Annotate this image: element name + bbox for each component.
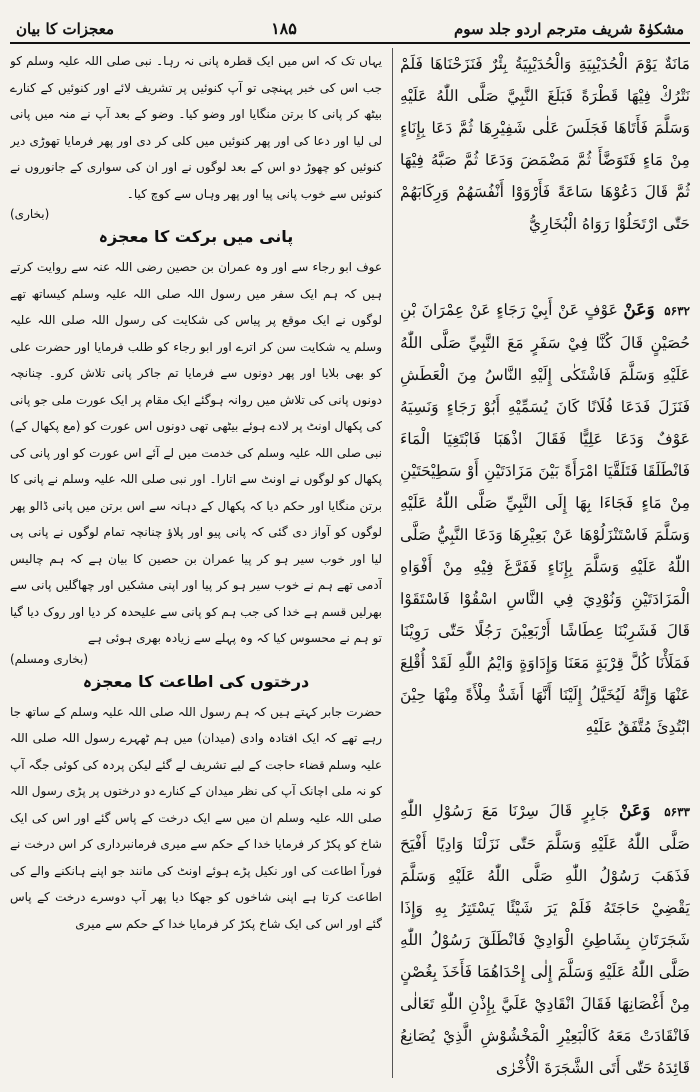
source-reference: (بخاری ومسلم)	[10, 651, 88, 666]
hadith-text: جَابِرٍ قَالَ سِرْنَا مَعَ رَسُوْلِ اللّٰهِ صَلَّى اللّٰهُ عَلَيْهِ وَسَلَّمَ حَتّٰى نَزَلْنَا وَادِيًا أَفْيَحَ فَذَهَبَ رَسُوْلُ اللّٰهِ صَلَّى اللّٰهُ عَلَيْهِ وَسَلَّمَ يَقْضِيْ حَاجَتَهُ فَلَمْ يَرَ شَيْئًا يَسْتَتِرُ بِهِ وَإِذَا شَجَرَتَانِ بِشَاطِئِ الْوَادِيْ فَانْطَلَقَ رَسُوْلُ اللّٰهِ صَلَّى اللّٰهُ عَلَيْهِ وَسَلَّمَ إِلٰى إِحْدَاهُمَا فَأَخَذَ بِغُصْنٍ مِنْ أَغْصَانِهَا فَقَالَ انْقَادِيْ عَلَيَّ بِإِذْنِ اللّٰهِ تَعَالٰى فَانْقَادَتْ مَعَهُ كَالْبَعِيْرِ الْمَخْشُوْشِ الَّذِيْ يُصَانِعُ قَائِدَهُ حَتّٰى أَتَى الشَّجَرَةَ الْأُخْرٰى	[400, 802, 690, 1077]
source-reference: (بخاری)	[10, 207, 50, 221]
hadith-number: ۵۶۳۳	[664, 805, 690, 819]
urdu-translation-5633: حضرت جابر کہتے ہیں کہ ہم رسول اللہ صلی اللہ علیہ وسلم کے ساتھ جا رہے تھے کہ ایک افتادہ وادی (میدان) میں ہم ٹھہرے رسول اللہ صلی اللہ علیہ وسلم قضاء حاجت کے لیے تشریف لے گئے لیکن پردہ کی کوئی جگہ آپ کو نہ ملی اچانک آپ کی نظر میدان کے کنارے دو درختوں پر پڑی رسول اللہ صلی اللہ علیہ وسلم ان میں سے ایک درخت کے پاس گئے اور اس کی ایک شاخ کو پکڑ کر فرمایا خدا کے حکم سے میری فرمانبرداری کر اس درخت نے فوراً اطاعت کی اور نکیل پڑے ہوئے اونٹ کی مانند جو اپنے ہانکنے والے کی اطاعت کرتا ہے اپنی شاخوں کو جھکا دیا پھر آپ دوسرے درخت کے پاس گئے اور اس کی ایک شاخ پکڑ کر فرمایا خدا کے حکم سے میری	[10, 704, 382, 931]
urdu-translation-continuation: یہاں تک کہ اس میں ایک قطرہ پانی نہ رہا۔ نبی صلی اللہ علیہ وسلم کو جب اس کی خبر پہنچی تو آپ کنوئیں پر تشریف لائے اور کنوئیں کے کنارے بیٹھ کر پانی کا برتن منگایا اور وضو کیا۔ وضو کے بعد آپ نے منہ میں پانی لی لیا اور دعا کی اور پھر کنوئیں میں کلی کر دی اور پھر فرمایا تھوڑی دیر کنوئیں کو چھوڑ دو اس کے بعد لوگوں نے اور ان کی سواری کے جانوروں نے کنوئیں سے خوب پانی پیا اور پھر وہاں سے کوچ کیا۔	[10, 54, 382, 201]
page-header	[10, 8, 690, 44]
urdu-translation-5632: عوف ابو رجاء سے اور وہ عمران بن حصین رضی اللہ عنہ سے روایت کرتے ہیں کہ ہم ایک سفر میں رسول اللہ صلی اللہ علیہ وسلم کیساتھ تھے لوگوں نے ایک موقع پر پیاس کی شکایت کی رسول اللہ صلی اللہ علیہ وسلم یہ شکایت سن کر اترے اور ابو رجاء کو طلب فرمایا اور حضرت علی کو بھی بلایا اور پھر دونوں سے فرمایا تم جاکر پانی تلاش کرو۔ چنانچہ دونوں پانی کی تلاش میں روانہ ہوگئے ایک مقام پر ایک عورت ملی جو پانی کی پکھال اونٹ پر لادے ہوئے بیٹھی تھی دونوں اس عورت کو (مع پکھال کے) نبی صلی اللہ علیہ وسلم کی خدمت میں لے آئے اس عورت کو اور پانی کی پکھال کو لوگوں نے اونٹ سے اتارا۔ اور نبی صلی اللہ علیہ وسلم نے پانی کا برتن منگایا اور حکم دیا کہ پکھال کے دہانہ سے اس برتن میں پانی ڈالو پھر لوگوں کو آواز دی گئی کہ پانی پیو اور پلاؤ چنانچہ تمام لوگوں نے پانی پی لیا اور خوب سیر ہو کر پیا عمران بن حصین کا بیان ہے کہ ہم چالیس آدمی تھے ہم نے خوب سیر ہو کر پیا اور اپنی مشکیں اور چھاگلیں پانی سے بھرلیں قسم ہے خدا کی جب ہم کو پانی سے علیحدہ کر دیا اور روک دیا گیا تو ہم نے محسوس کیا کہ وہ پہلے سے زیادہ بھری ہوئی ہے	[10, 260, 382, 645]
arabic-column	[400, 48, 690, 1078]
book-title: مشکوٰۃ شریف مترجم اردو جلد سوم	[453, 20, 684, 38]
page	[10, 8, 690, 1084]
page-number: ۱۸۵	[271, 19, 297, 38]
hadith-number: ۵۶۳۲	[664, 304, 690, 318]
arabic-hadith-5632	[400, 294, 690, 743]
hadith-opening-word: وَعَنْ	[623, 300, 655, 320]
hadith-text: عَوْفٍ عَنْ أَبِيْ رَجَاءٍ عَنْ عِمْرَانَ بْنِ حُصَيْنٍ قَالَ كُنَّا فِيْ سَفَرٍ مَعَ النَّبِيِّ صَلَّى اللّٰهُ عَلَيْهِ وَسَلَّمَ فَاشْتَكٰى إِلَيْهِ النَّاسُ مِنَ الْعَطَشِ فَنَزَلَ فَدَعَا فُلَانًا كَانَ يُسَمِّيْهِ أَبُوْ رَجَاءٍ وَنَسِيَهُ عَوْفٌ وَدَعَا عَلِيًّا فَقَالَ اذْهَبَا فَابْتَغِيَا الْمَاءَ فَانْطَلَقَا فَتَلَقَّيَا امْرَأَةً بَيْنَ مَزَادَتَيْنِ أَوْ سَطِيْحَتَيْنِ مِنْ مَاءٍ فَجَاءَا بِهَا إِلَى النَّبِيِّ صَلَّى اللّٰهُ عَلَيْهِ وَسَلَّمَ فَاسْتَنْزَلُوْهَا عَنْ بَعِيْرِهَا وَدَعَا النَّبِيُّ صَلَّى اللّٰهُ عَلَيْهِ وَسَلَّمَ بِإِنَاءٍ فَفَرَّغَ فِيْهِ مِنْ أَفْوَاهِ الْمَزَادَتَيْنِ وَنُوْدِيَ فِي النَّاسِ اسْقُوْا فَاسْتَقَوْا قَالَ فَشَرِبْنَا عِطَاشًا أَرْبَعِيْنَ رَجُلًا حَتّٰى رَوِيْنَا فَمَلَأْنَا كُلَّ قِرْبَةٍ مَعَنَا وَإِدَاوَةٍ وَايْمُ اللّٰهِ لَقَدْ أُقْلِعَ عَنْهَا وَإِنَّهُ لَيُخَيَّلُ إِلَيْنَا أَنَّهَا أَشَدُّ مِلْأَةً مِنْهَا حِيْنَ ابْتُدِئَ مُتَّفَقٌ عَلَيْهِ	[400, 301, 690, 736]
chapter-topic: معجزات کا بیان	[16, 20, 114, 38]
urdu-column	[10, 48, 382, 1078]
section-heading: درختوں کی اطاعت کا معجزہ	[82, 671, 310, 691]
arabic-hadith-5633	[400, 795, 690, 1078]
hadith-opening-word: وَعَنْ	[619, 801, 651, 821]
section-heading: پانی میں برکت کا معجزہ	[98, 227, 294, 246]
arabic-hadith-continuation: مَانَةٌ يَوْمَ الْحُدَيْبِيَةِ وَالْحُدَيْبِيَةُ بِئْرٌ فَنَزَحْنَاهَا فَلَمْ نَتْرُكْ فِيْهَا قَطْرَةً فَبَلَغَ النَّبِيَّ صَلَّى اللّٰهُ عَلَيْهِ وَسَلَّمَ فَأَتَاهَا فَجَلَسَ عَلٰى شَفِيْرِهَا ثُمَّ دَعَا بِإِنَاءٍ مِنْ مَاءٍ فَتَوَضَّأَ ثُمَّ مَضْمَضَ وَدَعَا ثُمَّ صَبَّهُ فِيْهَا ثُمَّ قَالَ دَعُوْهَا سَاعَةً فَأَرْوَوْا أَنْفُسَهُمْ وَرِكَابَهُمْ حَتّٰى ارْتَحَلُوْا رَوَاهُ الْبُخَارِيُّ	[400, 55, 690, 233]
column-divider	[392, 48, 393, 1078]
